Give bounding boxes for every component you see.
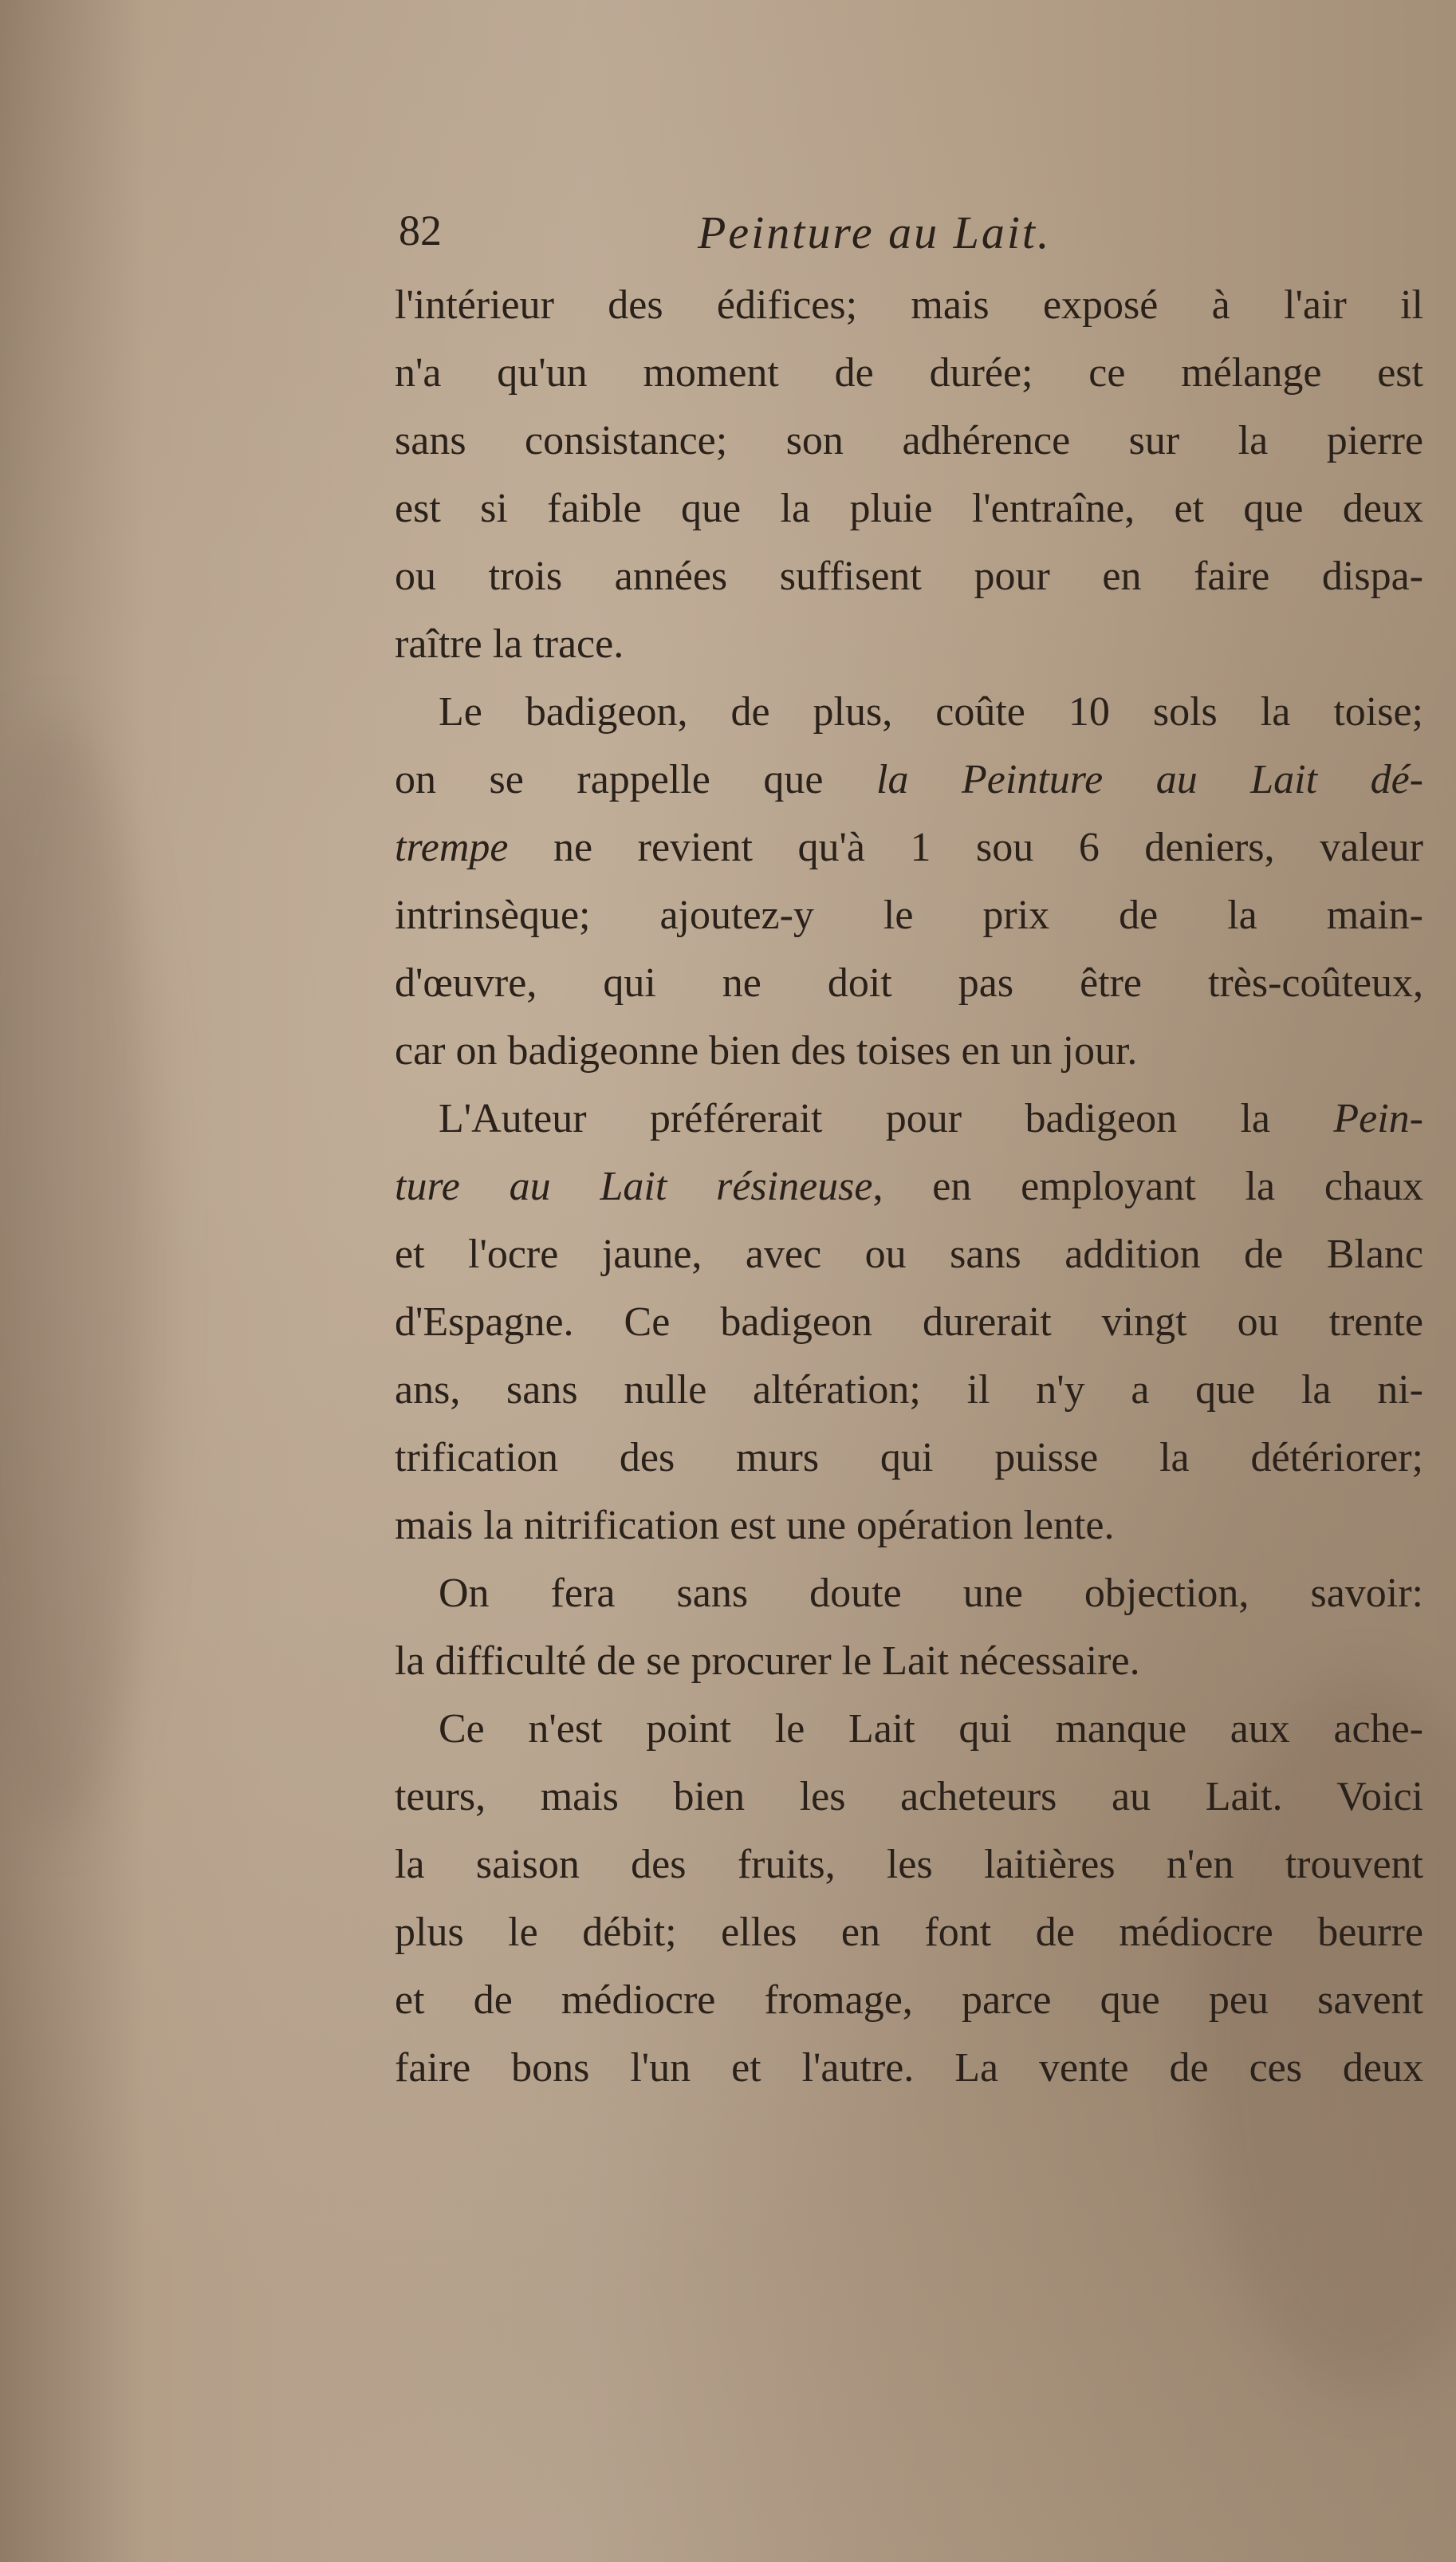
- text-line: d'Espagne. Ce badigeon durerait vingt ou trente: [395, 1299, 1423, 1345]
- text-line: mais la nitrification est une opération lente.: [395, 1503, 1115, 1548]
- text-line: et l'ocre jaune, avec ou sans addition de Blanc: [395, 1232, 1423, 1277]
- text-line: trification des murs qui puisse la détériorer;: [395, 1435, 1423, 1480]
- text-line: teurs, mais bien les acheteurs au Lait. Voici: [395, 1774, 1423, 1819]
- page-header: [399, 206, 1435, 270]
- text-line: ans, sans nulle altération; il n'y a que la ni-: [395, 1367, 1423, 1413]
- text-line: sans consistance; son adhérence sur la pierre: [395, 418, 1423, 463]
- text-line: Le badigeon, de plus, coûte 10 sols la toise;: [439, 689, 1423, 735]
- text-line: trempe ne revient qu'à 1 sou 6 deniers, valeur: [395, 825, 1423, 870]
- text-line: on se rappelle que la Peinture au Lait dé-: [395, 757, 1423, 802]
- text-line: est si faible que la pluie l'entraîne, et que deux: [395, 486, 1423, 531]
- text-line: l'intérieur des édifices; mais exposé à l'air il: [395, 282, 1423, 328]
- text-line: ture au Lait résineuse, en employant la chaux: [395, 1164, 1423, 1209]
- page-number: 82: [399, 207, 442, 254]
- body-text: [395, 271, 1423, 2102]
- text-line: intrinsèque; ajoutez-y le prix de la main-: [395, 893, 1423, 938]
- text-line: ou trois années suffisent pour en faire dispa-: [395, 554, 1423, 599]
- text-line: la saison des fruits, les laitières n'en trouvent: [395, 1842, 1423, 1887]
- text-line: plus le débit; elles en font de médiocre beurre: [395, 1910, 1423, 1955]
- page-stain: [0, 718, 159, 1835]
- text-line: n'a qu'un moment de durée; ce mélange est: [395, 350, 1423, 396]
- text-line: On fera sans doute une objection, savoir:: [439, 1571, 1423, 1616]
- text-line: d'œuvre, qui ne doit pas être très-coûteux,: [395, 960, 1423, 1006]
- text-line: car on badigeonne bien des toises en un jour.: [395, 1028, 1138, 1074]
- text-line: et de médiocre fromage, parce que peu savent: [395, 1977, 1423, 2023]
- running-title: Peinture au Lait.: [698, 207, 1052, 258]
- text-line: raître la trace.: [395, 621, 624, 667]
- text-line: faire bons l'un et l'autre. La vente de ces deux: [395, 2045, 1423, 2091]
- text-line: Ce n'est point le Lait qui manque aux ache-: [439, 1706, 1423, 1752]
- text-line: la difficulté de se procurer le Lait nécessaire.: [395, 1638, 1140, 1684]
- text-line: L'Auteur préférerait pour badigeon la Pein-: [439, 1096, 1423, 1141]
